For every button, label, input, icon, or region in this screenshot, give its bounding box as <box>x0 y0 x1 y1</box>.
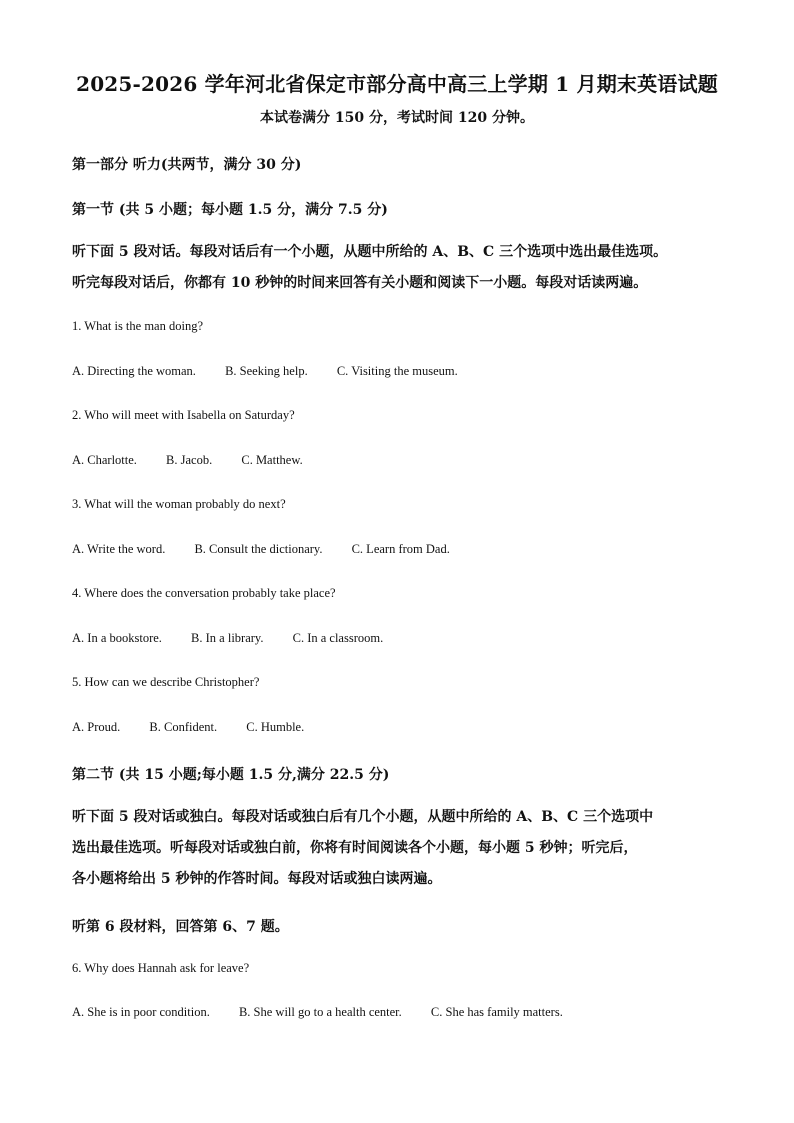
instruction-line: 听下面 5 段对话或独白。每段对话或独白后有几个小题，从题中所给的 A、B、C 三个选项中 <box>72 809 654 825</box>
instruction-line: 各小题将给出 5 秒钟的作答时间。每段对话或独白读两遍。 <box>72 871 442 887</box>
option-b: B. Seeking help. <box>225 364 308 378</box>
section2-heading: 第二节 (共 15 小题;每小题 1.5 分,满分 22.5 分) <box>72 767 390 783</box>
option-c: C. Learn from Dad. <box>351 542 450 556</box>
option-c: C. Visiting the museum. <box>336 364 458 378</box>
material-heading: 听第 6 段材料，回答第 6、7 题。 <box>72 919 289 935</box>
question-stem: 5. How can we describe Christopher? <box>72 675 260 689</box>
section2-instructions <box>72 802 732 895</box>
option-b: B. Confident. <box>149 720 218 734</box>
option-a: A. Charlotte. <box>72 453 137 467</box>
option-b: B. Consult the dictionary. <box>194 542 323 556</box>
option-b: B. Jacob. <box>166 453 213 467</box>
question-options <box>72 631 409 646</box>
option-c: C. In a classroom. <box>292 631 384 645</box>
section1-instructions <box>72 237 732 299</box>
section1-heading: 第一节 (共 5 小题；每小题 1.5 分，满分 7.5 分) <box>72 202 388 218</box>
question-stem: 1. What is the man doing? <box>72 319 203 333</box>
option-c: C. She has family matters. <box>430 1005 563 1019</box>
instruction-line: 听完每段对话后，你都有 10 秒钟的时间来回答有关小题和阅读下一小题。每段对话读两遍。 <box>72 275 648 291</box>
question-options <box>72 720 330 735</box>
option-b: B. In a library. <box>191 631 264 645</box>
part1-heading: 第一部分 听力(共两节，满分 30 分) <box>72 157 302 173</box>
option-a: A. In a bookstore. <box>72 631 162 645</box>
question-stem: 4. Where does the conversation probably take place? <box>72 586 336 600</box>
question-options <box>72 453 329 468</box>
question-options <box>72 1005 589 1020</box>
option-a: A. Directing the woman. <box>72 364 196 378</box>
option-c: C. Humble. <box>246 720 305 734</box>
option-c: C. Matthew. <box>241 453 303 467</box>
option-a: A. Write the word. <box>72 542 166 556</box>
option-a: A. She is in poor condition. <box>72 1005 210 1019</box>
question-options <box>72 542 476 557</box>
option-b: B. She will go to a health center. <box>238 1005 402 1019</box>
question-stem: 6. Why does Hannah ask for leave? <box>72 961 250 975</box>
question-options <box>72 364 484 379</box>
instruction-line: 选出最佳选项。听每段对话或独白前，你将有时间阅读各个小题，每小题 5 秒钟；听完后， <box>72 840 638 856</box>
option-a: A. Proud. <box>72 720 121 734</box>
question-stem: 2. Who will meet with Isabella on Saturday? <box>72 408 295 422</box>
question-stem: 3. What will the woman probably do next? <box>72 497 286 511</box>
exam-subtitle: 本试卷满分 150 分，考试时间 120 分钟。 <box>260 110 534 126</box>
instruction-line: 听下面 5 段对话。每段对话后有一个小题，从题中所给的 A、B、C 三个选项中选出最佳选项。 <box>72 244 668 260</box>
exam-title: 2025-2026 学年河北省保定市部分高中高三上学期 1 月期末英语试题 <box>76 72 718 96</box>
